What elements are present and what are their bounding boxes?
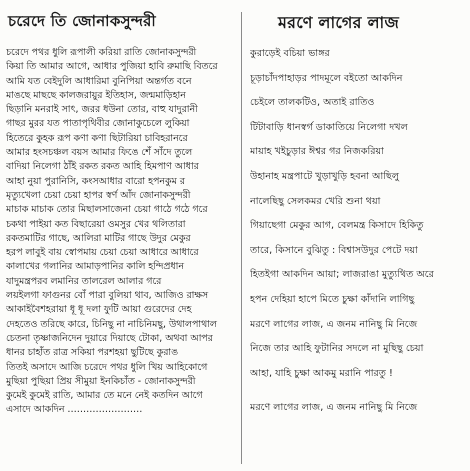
poem-line: চেইলে তালকটিও, অতাই রাতিও <box>250 97 375 109</box>
column-divider <box>241 12 242 464</box>
poem-line: আমার হংসচঞ্চল বয়স আমার ফিঙে শেঁ সাঁদে তুলে <box>6 147 193 159</box>
poem-line: কিয়া তি আমার আগে, আধার পুজিয়া হাবি রুমাছি বিতরে <box>6 61 218 73</box>
poem-line: বাদিয়া নিলেগা ঠাঁই রকত রকত আহি হিমপাণ আধার <box>6 161 199 173</box>
poem-line: তারে, কিসানে বুঝিতু : বিশ্বাসউদুর পেটে দয়া <box>250 244 418 256</box>
poem-line: কুমেই কুমেই রাতি, আমার তে মনে নেই কতদিন আগে <box>6 390 203 402</box>
poem-line: নালেছিছু সেলকমর খেরি শুনা থয়া <box>250 195 381 207</box>
poem-line: মৃত্যুখেলা চেয়া চেয়া হাপর স্বর্ণ আঁদ জোনাকসুন্দরী <box>6 189 191 201</box>
poem-line: রকতমাটির গাছে, আলিরা মাটির গাছে উদুর মেকুর <box>6 232 191 244</box>
poem-line: আকাইবৈশহরায়া ধূ ধূ দলা ফুটি আয়া গুরেদের দেহ <box>6 304 192 316</box>
poem-line: হিতইগা আকদিন আয়া; লাজরাঙা মুত্যুথিত অরে <box>250 269 434 281</box>
poem-line: হরপ লাবুই বায় স্বোপমায় চেয়া চেয়া আধারে আধারে <box>6 247 199 259</box>
poem-line: টিটাবাড়ি ধানস্বর্গ ডাকাতিয়ে নিলেগা দখল <box>250 121 408 133</box>
poem-line: মায়াহ খইচুড়ার ঈশ্বর গর নিজকরিয়া <box>250 146 384 158</box>
poem-line: উহানাহ মন্ত্রপাটে খুড়াখুড়ি হবনা আছিলু <box>250 170 400 182</box>
poem-line: এসাদে আকদিন …………………… <box>6 404 143 416</box>
poem-line: মুছিয়া পুছিয়া প্রিয় সীমুয়া ইনকিচাঁত - জোনাকসুন্দরী <box>6 375 196 387</box>
poem-line: মাঙছে মাছছে কালজরায়ুর ইতিহাস, জন্মমাড়িহান <box>6 89 186 101</box>
poem-line: ছিড়ানি মনরাই সাৎ, জরর ধউনা তোর, বাহু যাদুরানী <box>6 104 198 116</box>
poem-line: কুরাড়েই বচিয়া ভাঙ্গর <box>250 48 330 59</box>
poem-line: মরণে লাগের লাজ, এ জনম নানিছু মি নিজে <box>250 318 418 330</box>
poem-line: চরেদে পথর ধুলি রূপালী করিয়া রাতি জোনাকসুন্দরী <box>6 47 197 58</box>
poem-line: দেহতেও তরিছে কারে, চিনিছু না নাচিনিমছু, উথালপাথাল <box>6 318 217 330</box>
poem-line: হপন দেহিয়া হাপে মিতে চুক্ষা কাঁদানি লাগিছু <box>250 293 415 305</box>
poem-line: আহা নুয়া পুরানিসি, কংসআধার বারো হপনকুম র <box>6 175 185 187</box>
poem-line: চকথা পাইয়া কত বিছারেয়া ওমসুর খের থলিতারা <box>6 218 186 230</box>
poem-line: মরণে লাগের লাজ, এ জনম নানিছু মি নিজে <box>250 402 418 414</box>
poem-line: যাদুমন্ত্রপরব লমানির তালরেল আলার গরে <box>6 275 162 287</box>
poem-line: মাচাক মাচাক তোর মিছালসাজেনা চেয়া গাঠে গঠে গরে <box>6 204 208 216</box>
poem-line: আমি যত বেইদুলি আধারিমা বুনিপিয়া অন্তর্গত বনে <box>6 75 192 87</box>
right-poem-lines <box>250 42 466 421</box>
poem-line: লয়ইলগা ফাগুনর বোঁ পারা বুলিয়া থাব, আজিও রাক্ষস <box>6 290 209 302</box>
left-poem-title: চরেদে তি জোনাকসুন্দরী <box>8 12 157 30</box>
poem-line: আহা, যাহি চুক্ষা আকমু মরানি পারতু ! <box>250 367 393 379</box>
poem-line: হিতেরে কুহক রূপ কণা কণা ছিটারিয়া চাবিহরানরে <box>6 132 188 144</box>
poem-line: তিতই অসাদে আজি চরেদে পথর ধুলি খিয় আহিকোগে <box>6 361 208 373</box>
poem-line: চূড়াচাঁদপাহাড়র পাদমূলে বইতো আকদিন <box>250 72 403 84</box>
poem-line: গাছর মুরর যত পাতাপৃথিবীর জোনাকুচেলে লুকিয়া <box>6 118 190 130</box>
poem-line: চেতনা তৃষ্ণাজনিদেন দুয়ারে দিয়াছে টোকা, অথবা আপর <box>6 332 213 344</box>
poem-line: ধানর চাহাঁত রাত্র সকিয়া পরশহয়া ছুটিছে কুরাঙ <box>6 347 178 359</box>
right-poem-title: মরণে লাগের লাজ <box>278 13 400 32</box>
poem-line: গিয়াছেগা মেকুর আগ, বেলমন্ত্র কিসাদে হিকিতু <box>250 220 424 232</box>
left-poem-lines <box>6 46 236 418</box>
poem-line: নিজে তার আহি ফুটানির সদলে না মুছিছু চেয়া <box>250 343 424 355</box>
poem-line: কালাখের গলানির আমাড়পানির কালি হন্দিপ্রধান <box>6 261 184 273</box>
